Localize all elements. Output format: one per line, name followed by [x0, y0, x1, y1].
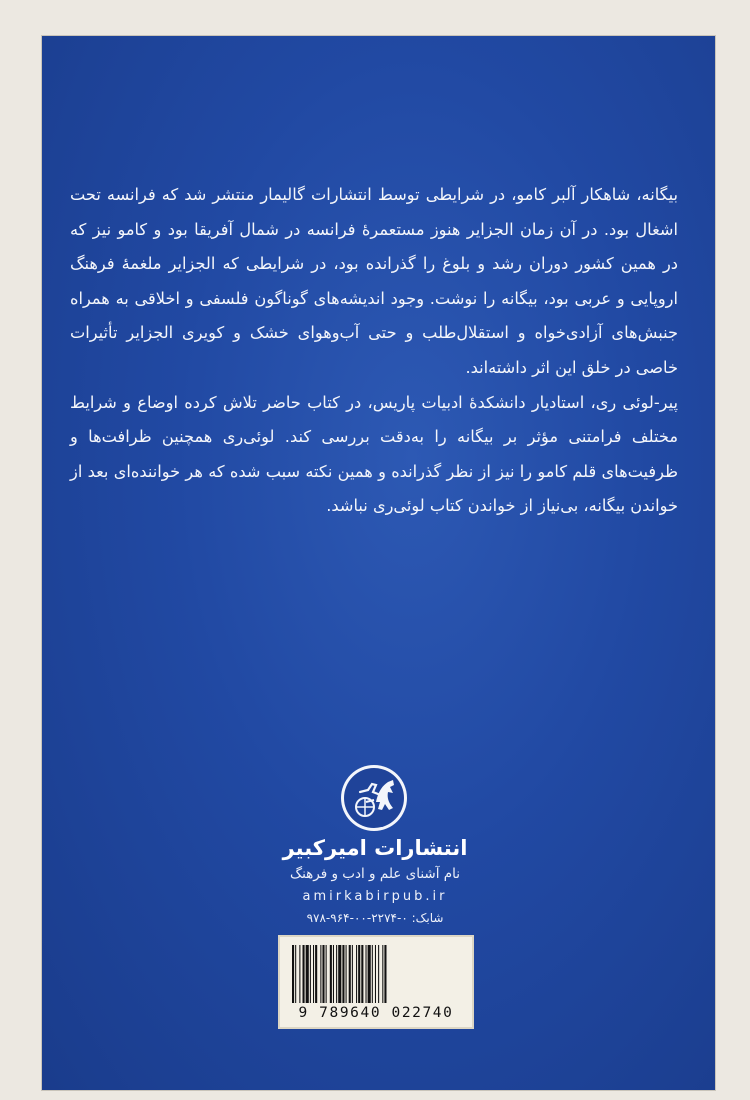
blurb-paragraph-1: بیگانه، شاهکار آلبر کامو، در شرایطی توسط انتشارات گالیمار منتشر شد که فرانسه تحت اشغال بود. در آن زمان الجزایر هنوز مستعمرهٔ فرانسه در شمال آفریقا بود و کامو نیز که در همین کشور دوران رشد و بلوغ را گذرانده بود، در شرایطی که الجزایر ملغمهٔ فرهنگ اروپایی و عربی بود، بیگانه را نوشت. وجود اندیشه‌های گوناگون فلسفی و اخلاقی به همراه جنبش‌های آزادی‌خواه و استقلال‌طلب و حتی آب‌وهوای خشک و کویری الجزایر تأثیرات خاصی در خلق این اثر داشته‌اند.	[70, 185, 678, 377]
chariot-horse-icon	[338, 762, 410, 834]
publisher-motto: نام آشنای علم و ادب و فرهنگ	[290, 866, 460, 882]
isbn-label: شابک: ۰-۲۲۷۴-۰۰-۹۶۴-۹۷۸	[306, 911, 444, 925]
blurb-paragraph-2: پیر-لوئی ری، استادیار دانشکدهٔ ادبیات پاریس، در کتاب حاضر تلاش کرده اوضاع و شرایط مختلف فرامتنی مؤثر بر بیگانه را به‌دقت بررسی کند. لوئی‌ری همچنین ظرافت‌ها و ظرفیت‌های قلم کامو را نیز از نظر گذرانده و همین نکته سبب شده که هر خواننده‌ای بعد از خواندن بیگانه، بی‌نیاز از خواندن کتاب لوئی‌ری نباشد.	[70, 392, 678, 516]
blurb-text	[70, 178, 678, 524]
barcode	[278, 935, 474, 1029]
publisher-name: انتشارات امیرکبیر	[282, 836, 468, 860]
barcode-bars	[292, 945, 460, 1003]
publisher-website: amirkabirpub.ir	[302, 889, 448, 904]
barcode-digits: 9 789640 022740	[298, 1005, 454, 1021]
